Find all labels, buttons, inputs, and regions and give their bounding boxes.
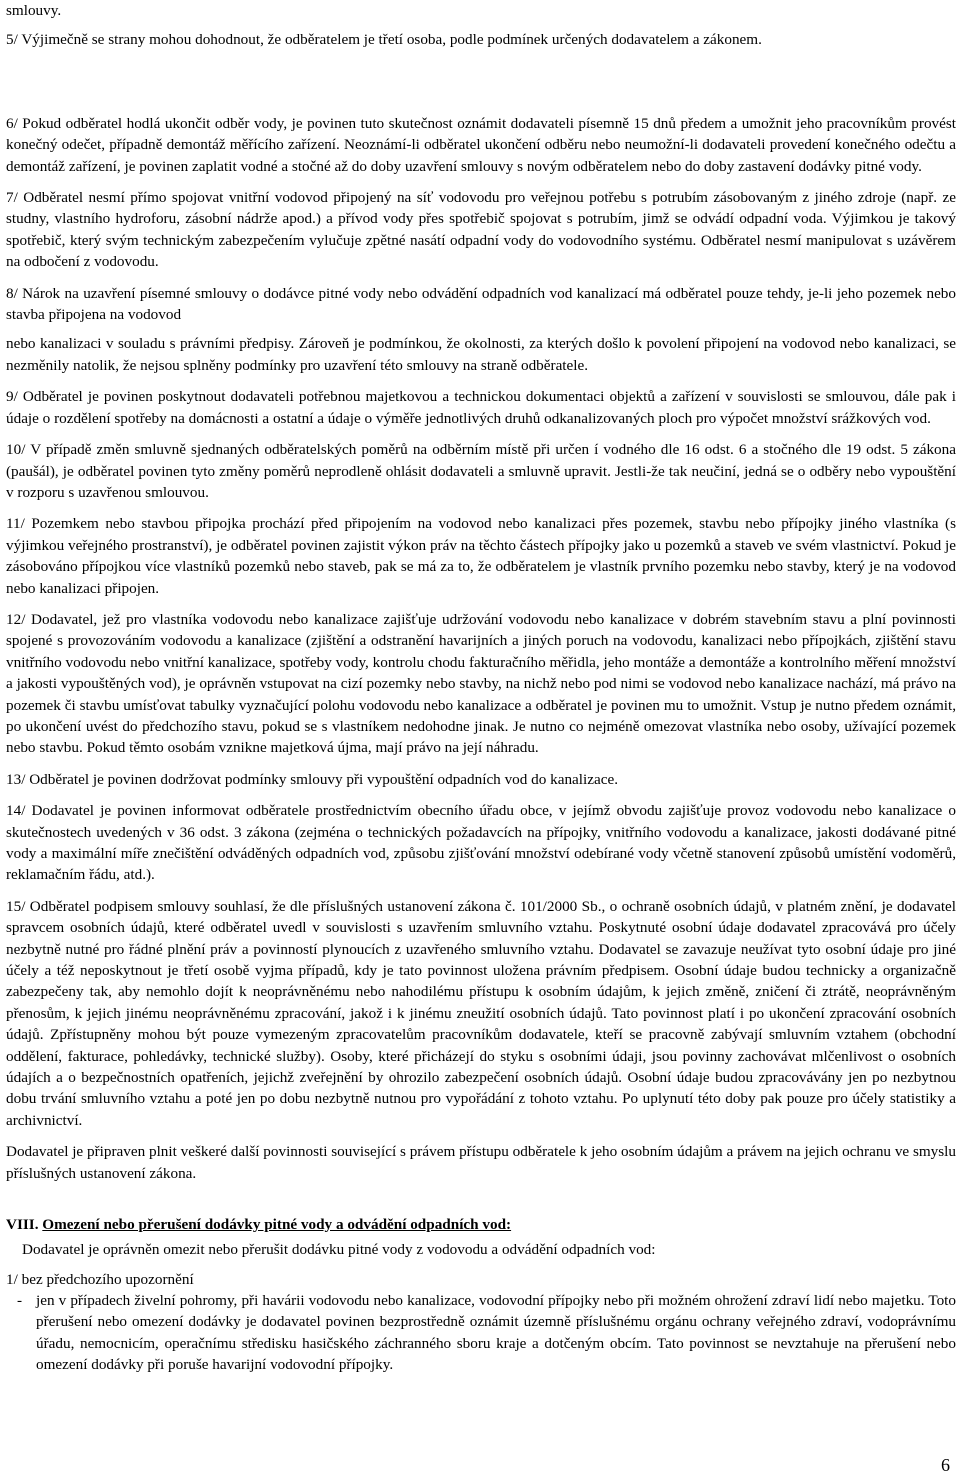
paragraph-8b: nebo kanalizaci v souladu s právními předpisy. Zároveň je podmínkou, že okolnosti, za kterých došlo k povolení připojení na vodovod nebo kanalizaci, se nezměnily natolik, že nejsou splněny podmínky pro uzavření této smlouvy na straně odběratele. [6, 335, 956, 374]
subsection-1: 1/ bez předchozího upozornění [6, 1270, 194, 1288]
paragraph-16: Dodavatel je připraven plnit veškeré další povinnosti související s právem přístupu odběratele k jeho osobním údajům a právem na jejich ochranu ve smyslu příslušných ustanovení zákona. [6, 1143, 956, 1182]
paragraph-11: 11/ Pozemkem nebo stavbou připojka prochází před připojením na vodovod nebo kanalizaci přes pozemek, stavbu nebo přípojky jiného vlastníka (s výjimkou veřejného prostranství), je odběratel povinen zajistit výkon práv na těchto částech přípojky jako u pozemků a staveb ve svém vlastnictví. Pokud je zásobováno přípojkou více vlastníků pozemků nebo staveb, pak se má za to, že odběratelem je vlastník prvního pozemku nebo stavby, který je na vodovod nebo kanalizaci připojen. [6, 515, 956, 597]
paragraph-12: 12/ Dodavatel, jež pro vlastníka vodovodu nebo kanalizace zajišťuje udržování vodovodu nebo kanalizace v dobrém stavebním stavu a plní povinnosti spojené s provozováním vodovodu a kanalizace (zjištění a odstranění havarijních a jiných poruch na vodovodu, kanalizaci nebo přípojkách, zjištění stavu vnitřního vodovodu nebo vnitřní kanalizace, spotřeby vody, kontrolu chodu fakturačního měřidla, jeho montáže a demontáže a kontrolního měření množství a jakosti vypouštěných vod), je oprávněn vstupovat na cizí pozemky nebo stavby, na nichž nebo pod nimi se vodovod nebo kanalizace nachází, má právo na pozemek či stavbu umísťovat tabulky vyznačující polohu vodovodu nebo kanalizace a odběratel je povinen mu to umožnit. Vstup je nutno předem oznámit, po ukončení uvést do předchozího stavu, pokud se s vlastníkem nedohodne jinak. Je nutno co nejméně omezovat vlastníka nebo osoby, užívající pozemek nebo stavbu. Pokud těmto osobám vznikne majetková újma, mají právo na její náhradu. [6, 610, 956, 757]
paragraph-14: 14/ Dodavatel je povinen informovat odběratele prostřednictvím obecního úřadu obce, v jejímž obvodu zajišťuje provoz vodovodu nebo kanalizace o skutečnostech uvedených v 36 odst. 3 zákona (zejména o technických požadavcích na přípojky, vnitřního vodovodu a kanalizace, jakosti dodávané pitné vody a maximální míře znečištění odváděných odpadních vod, způsobu zjišťování množství odebírané vody včetně stanovení způsobů umístění vodoměrů, reklamačním řádu, atd.). [6, 802, 956, 884]
paragraph-9: 9/ Odběratel je povinen poskytnout dodavateli potřebnou majetkovou a technickou dokumentaci objektů a zařízení v souvislosti se smlouvou, dále pak i údaje o rozdělení spotřeby na domácnosti a ostatní a údaje o výměře jednotlivých druhů odkanalizovaných ploch pro výpočet množství srážkových vod. [6, 388, 956, 427]
page-number: 6 [941, 1455, 950, 1475]
paragraph-5: 5/ Výjimečně se strany mohou dohodnout, že odběratelem je třetí osoba, podle podmínek určených dodavatelem a zákonem. [6, 31, 762, 49]
paragraph-15: 15/ Odběratel podpisem smlouvy souhlasí, že dle příslušných ustanovení zákona č. 101/2000 Sb., o ochraně osobních údajů, v platném znění, je dodavatel spravcem osobních údajů, které odběratel uvedl v souvislosti s uzavřením smluvního vztahu. Poskytnuté osobní údaje dodavatel zpracovává pro účely nezbytně nutné pro řádné plnění práv a povinností plynoucích z uzavřeného smluvního vztahu. Dodavatel se zavazuje neužívat tyto osobní údaje pro jiné účely a též neposkytnout je třetí osobě vyjma případů, kdy je tato povinnost uložena právním předpisem. Osobní údaje budou technicky a organizačně zabezpečeny tak, aby nemohlo dojít k neoprávněnému nebo nahodilému přístupu k osobním údajům, k jejich změně, zničení či ztrátě, neoprávněným přenosům, k jejich jinému neoprávněnému zpracování, jakož i k jinému zneužití osobních údajů. Tato povinnost platí i po ukončení zpracování osobních údajů. Zpřístupněny mohou být pouze vymezeným zpracovatelům pracovníkům dodavatele, kteří se pracovně zabývají smluvním vztahem (obchodní oddělení, fakturace, pohledávky, technické služby). Osoby, které přicházejí do styku s osobními údaji, jsou povinny zachovávat mlčenlivost o osobních údajích a o bezpečnostních opatřeních, jejichž zveřejnění by ohrozilo zabezpečení osobních údajů. Osobní údaje budou zpracovávány jen po nezbytnou dobu trvání smluvního vztahu a poté jen po dobu nezbytně nutnou pro vypořádání z tohoto vztahu. Po uplynutí této doby pak pouze pro účely statistiky a archivnictví. [6, 897, 956, 1129]
bullet-item [6, 1290, 956, 1376]
paragraph-continuation: smlouvy. [6, 2, 62, 19]
paragraph-8a: 8/ Nárok na uzavření písemné smlouvy o dodávce pitné vody nebo odvádění odpadních vod kanalizací má odběratel pouze tehdy, je-li jeho pozemek nebo stavba připojena na vodovod [6, 284, 956, 324]
section-heading [6, 1214, 956, 1235]
document-page [6, 0, 956, 1481]
paragraph-6: 6/ Pokud odběratel hodlá ukončit odběr vody, je povinen tuto skutečnost oznámit dodavateli písemně 15 dnů předem a umožnit jeho pracovníkům provést konečný odečet, případně demontáž měřícího zařízení. Neoznámí-li odběratel ukončení odběru nebo neumožní-li dodavateli provedení konečného odečtu a demontáž zařízení, je povinen zaplatit vodné a stočné až do doby uzavření smlouvy s novým odběratelem nebo do doby zastavení dodávky pitné vody. [6, 114, 956, 175]
section-number: VIII. [6, 1216, 39, 1234]
section-title: Omezení nebo přerušení dodávky pitné vody a odvádění odpadních vod: [42, 1216, 512, 1234]
bullet-text: jen v případech živelní pohromy, při havárii vodovodu nebo kanalizace, vodovodní přípojky nebo při možném ohrožení zdraví lidí nebo majetku. Toto přerušení nebo omezení dodávky je dodavatel povinen bezprostředně oznámit územně příslušnému orgánu ochrany veřejného zdraví, vodoprávnímu úřadu, nemocnicím, operačnímu středisku hasičského záchranného sboru kraje a dotčeným obcím. Tato povinnost se nevztahuje na přerušení nebo omezení dodávky při poruše havarijní vodovodní přípojky. [36, 1291, 956, 1374]
bullet-dash: - [17, 1291, 23, 1309]
paragraph-7: 7/ Odběratel nesmí přímo spojovat vnitřní vodovod připojený na síť vodovodu pro veřejnou potřebu s potrubím zásobovaným z jiného zdroje (např. ze studny, vlastního hydroforu, zásobní nádrže apod.) a přívod vody přes spotřebič spojovat s potrubím, jimž se odvádí odpadní voda. Výjimkou je takový spotřebič, který svým technickým zabezpečením vylučuje zpětné nasátí odpadní vody do vodovodního systému. Odběratel nesmí manipulovat s uzávěrem na odbočení z vodovodu. [6, 189, 956, 271]
section-intro: Dodavatel je oprávněn omezit nebo přerušit dodávku pitné vody z vodovodu a odvádění odpadních vod: [22, 1241, 656, 1259]
paragraph-10: 10/ V případě změn smluvně sjednaných odběratelských poměrů na odběrním místě při určen í vodného dle 16 odst. 6 a stočného dle 19 odst. 5 zákona (paušál), je odběratel povinen tyto změny poměrů neprodleně ohlásit dodavateli a smluvně upravit. Jestli-že tak neučiní, jedná se o odběry nebo vypouštění v rozporu s uzavřenou smlouvou. [6, 441, 956, 501]
paragraph-13: 13/ Odběratel je povinen dodržovat podmínky smlouvy při vypouštění odpadních vod do kanalizace. [6, 770, 619, 788]
